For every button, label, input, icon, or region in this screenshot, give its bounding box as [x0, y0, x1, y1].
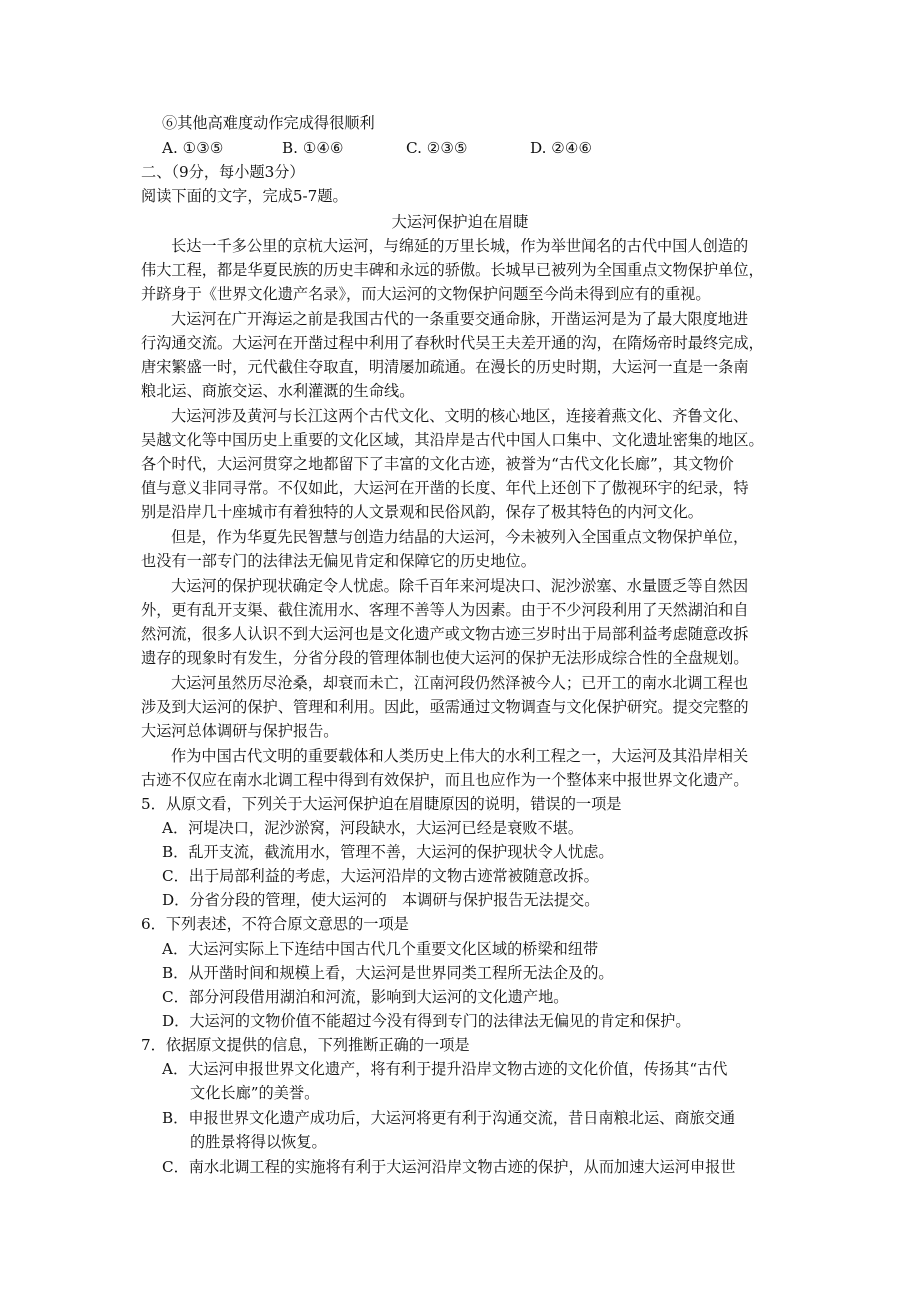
question-6-stem: 6．下列表述，不符合原文意思的一项是	[141, 915, 409, 933]
question-7-option-a-cont: 文化长廊”的美誉。	[190, 1084, 320, 1102]
choice-a: A. ①③⑤	[162, 139, 224, 157]
choice-d: D. ②④⑥	[530, 139, 593, 157]
article-line: 也没有一部专门的法律法无偏见肯定和保障它的历史地位。	[141, 552, 536, 570]
question-6-option-b: B．从开凿时间和规模上看，大运河是世界同类工程所无法企及的。	[162, 964, 614, 982]
article-line: 大运河涉及黄河与长江这两个古代文化、文明的核心地区，连接着燕文化、齐鲁文化、	[171, 407, 749, 425]
prior-question-choices	[162, 138, 592, 158]
article-line: 大运河虽然历尽沧桑，却衰而未亡，江南河段仍然泽被今人；已开工的南水北调工程也	[171, 674, 749, 692]
article-line: 大运河总体调研与保护报告。	[141, 722, 339, 740]
question-5-stem: 5．从原文看，下列关于大运河保护迫在眉睫原因的说明，错误的一项是	[141, 795, 622, 813]
article-line: 遗存的现象时有发生，分省分段的管理体制也使大运河的保护无法形成综合性的全盘规划。	[141, 649, 749, 667]
article-line: 大运河的保护现状确定令人忧虑。除千百年来河堤决口、泥沙淤塞、水量匮乏等自然因	[171, 577, 749, 595]
article-line: 古迹不仅应在南水北调工程中得到有效保护，而且也应作为一个整体来中报世界文化遗产。	[141, 771, 749, 789]
section-heading: 二、（9分，每小题3分）	[141, 163, 305, 181]
article-line: 吴越文化等中国历史上重要的文化区域，其沿岸是古代中国人口集中、文化遗址密集的地区。	[141, 431, 764, 449]
article-line: 别是沿岸几十座城市有着独特的人文景观和民俗风韵，保存了极其特色的内河文化。	[141, 503, 703, 521]
article-line: 作为中国古代文明的重要载体和人类历史上伟大的水利工程之一，大运河及其沿岸相关	[171, 747, 749, 765]
question-7-option-b-cont: 的胜景将得以恢复。	[190, 1133, 327, 1151]
article-line: 然河流，很多人认识不到大运河也是文化遗产或文物古迹三岁时出于局部利益考虑随意改拆	[141, 625, 749, 643]
article-line: 并跻身于《世界文化遗产名录》，而大运河的文物保护问题至今尚未得到应有的重视。	[141, 285, 711, 303]
question-5-option-b: B．乱开支流，截流用水，管理不善，大运河的保护现状令人忧虑。	[162, 843, 614, 861]
question-5-option-c: C．出于局部利益的考虑，大运河沿岸的文物古迹常被随意改拆。	[162, 867, 599, 885]
article-line: 伟大工程，都是华夏民族的历史丰碑和永远的骄傲。长城早已被列为全国重点文物保护单位，	[141, 261, 764, 279]
article-line: 值与意义非同寻常。不仅如此，大运河在开凿的长度、年代上还创下了傲视环宇的纪录，特	[141, 479, 749, 497]
article-line: 外，更有乱开支渠、截住流用水、客理不善等人为因素。由于不少河段利用了天然湖泊和自	[141, 601, 749, 619]
question-7-option-a: A．大运河申报世界文化遗产，将有利于提升沿岸文物古迹的文化价值，传扬其“古代	[162, 1060, 728, 1078]
article-line: 各个时代，大运河贯穿之地都留下了丰富的文化古迹，被誉为“古代文化长廊”，其文物价	[141, 455, 734, 473]
article-line: 唐宋繁盛一时，元代截住夺取直，明清屡加疏通。在漫长的历史时期，大运河一直是一条南	[141, 358, 749, 376]
question-6-option-a: A．大运河实际上下连结中国古代几个重要文化区域的桥梁和纽带	[162, 940, 599, 958]
section-instruction: 阅读下面的文字，完成5-7题。	[141, 187, 348, 205]
question-5-option-d: D．分省分段的管理，使大运河的 本调研与保护报告无法提交。	[162, 891, 600, 909]
article-line: 行沟通交流。大运河在开凿过程中利用了春秋时代吴王夫差开通的沟，在隋炀帝时最终完成，	[141, 334, 764, 352]
question-5-option-a: A．河堤决口，泥沙淤窝，河段缺水，大运河已经是衰败不堪。	[162, 819, 584, 837]
choice-c: C. ②③⑤	[406, 139, 468, 157]
question-6-option-d: D．大运河的文物价值不能超过今没有得到专门的法律法无偏见的肯定和保护。	[162, 1012, 691, 1030]
prior-question-item-6: ⑥其他高难度动作完成得很顺利	[162, 114, 375, 132]
choice-b: B. ①④⑥	[282, 139, 344, 157]
question-7-option-b: B．申报世界文化遗产成功后，大运河将更有利于沟通交流，昔日南粮北运、商旅交通	[162, 1109, 736, 1127]
article-line: 长达一千多公里的京杭大运河，与绵延的万里长城，作为举世闻名的古代中国人创造的	[171, 237, 749, 255]
article-line: 粮北运、商旅交运、水利灌溉的生命线。	[141, 382, 415, 400]
article-title: 大运河保护迫在眉睫	[391, 213, 529, 231]
article-line: 大运河在广开海运之前是我国古代的一条重要交通命脉，开凿运河是为了最大限度地进	[171, 310, 749, 328]
article-line: 但是，作为华夏先民智慧与创造力结晶的大运河，今未被列入全国重点文物保护单位，	[171, 528, 749, 546]
article-line: 涉及到大运河的保护、管理和利用。因此，亟需通过文物调查与文化保护研究。提交完整的	[141, 698, 749, 716]
question-6-option-c: C．部分河段借用湖泊和河流，影响到大运河的文化遗产地。	[162, 988, 569, 1006]
question-7-option-c: C．南水北调工程的实施将有利于大运河沿岸文物古迹的保护，从而加速大运河申报世	[162, 1158, 736, 1176]
question-7-stem: 7．依据原文提供的信息，下列推断正确的一项是	[141, 1036, 470, 1054]
